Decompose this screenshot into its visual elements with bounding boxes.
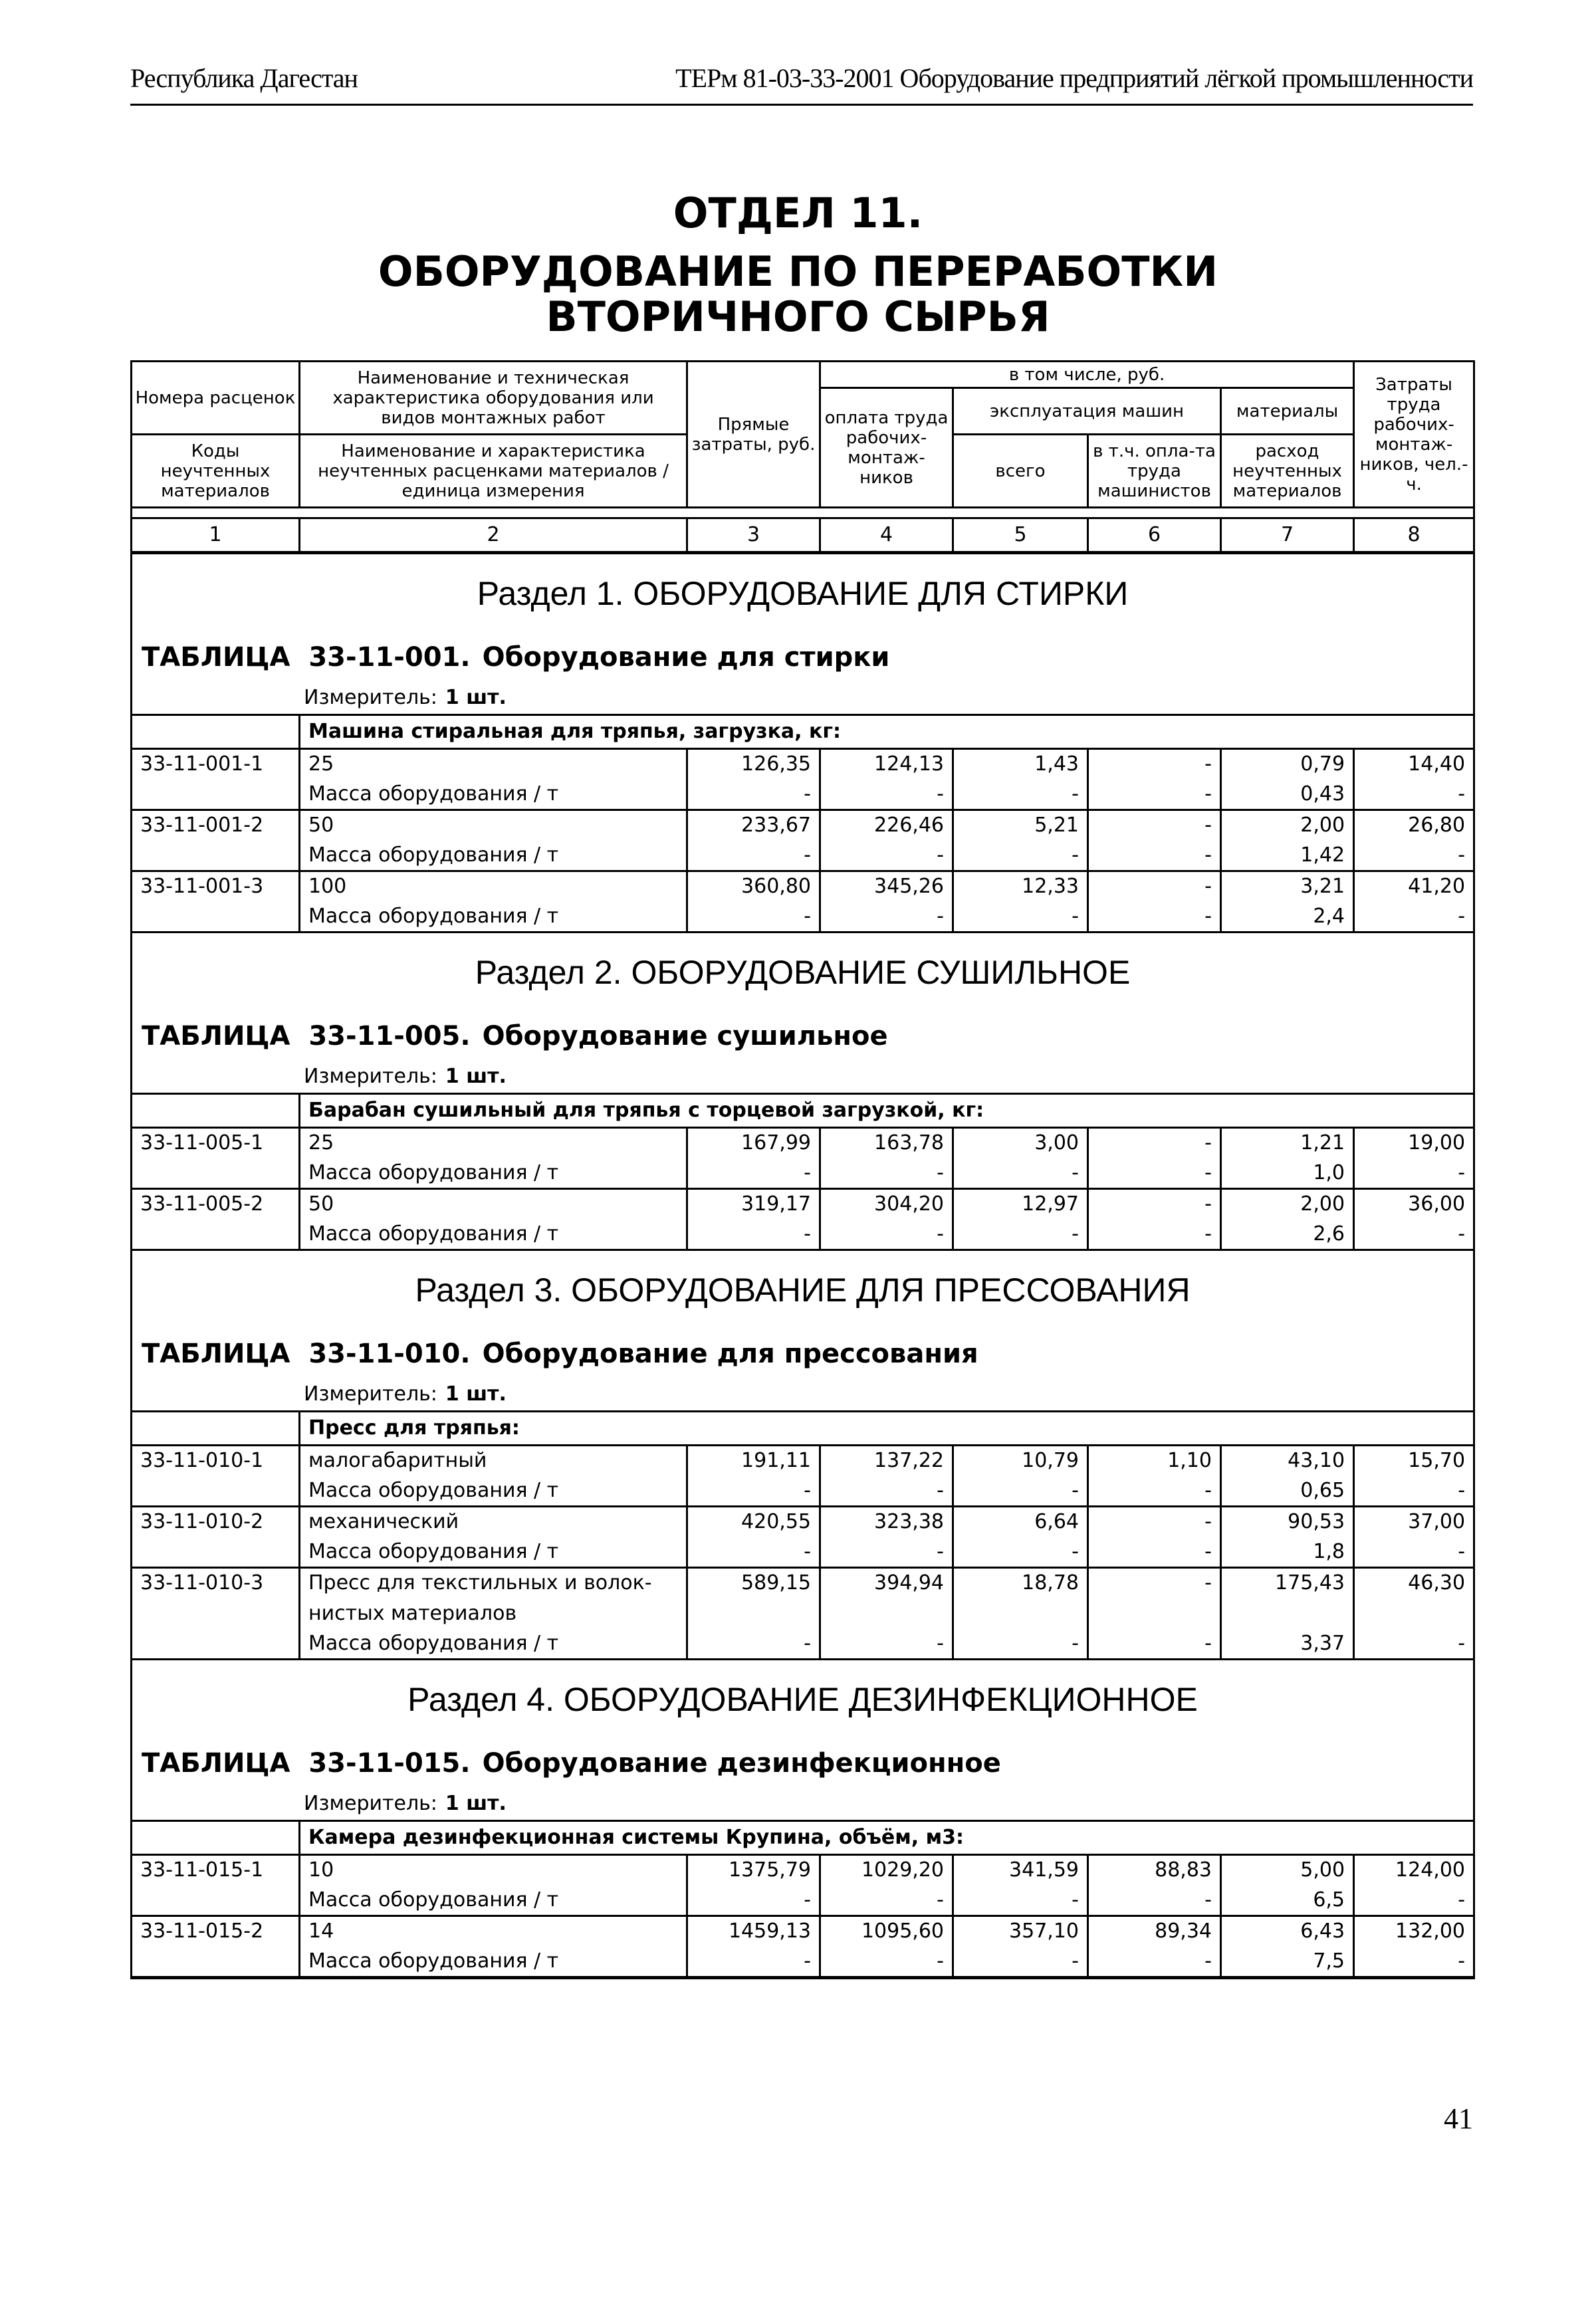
mass-c8: -	[1354, 780, 1474, 810]
value-c5: 10,79	[953, 1446, 1088, 1476]
rate-name: 25	[300, 1128, 687, 1158]
mass-c7: 2,4	[1221, 902, 1354, 932]
value-c5: 6,64	[953, 1507, 1088, 1537]
value-c4: 323,38	[820, 1507, 953, 1537]
column-number: 6	[1088, 518, 1221, 553]
measure-value: 1 шт.	[445, 686, 507, 709]
value-c7: 1,21	[1221, 1128, 1354, 1158]
value-c3: 167,99	[687, 1128, 820, 1158]
value-c4: 137,22	[820, 1446, 953, 1476]
value-c5: 1,43	[953, 749, 1088, 780]
table-name: Оборудование дезинфекционное	[482, 1748, 1001, 1779]
mass-c3: -	[687, 780, 820, 810]
column-number: 1	[132, 518, 300, 553]
mass-c8: -	[1354, 1220, 1474, 1250]
mass-row	[132, 841, 1474, 871]
rate-code: 33-11-001-2	[132, 810, 300, 841]
rate-code-cont	[132, 1886, 300, 1916]
mass-c6: -	[1088, 1947, 1221, 1978]
value-c6: -	[1088, 749, 1221, 780]
mass-c5: -	[953, 1886, 1088, 1916]
mass-c4: -	[820, 780, 953, 810]
header-left: Республика Дагестан	[130, 63, 358, 93]
rate-code: 33-11-001-1	[132, 749, 300, 780]
mass-row	[132, 1629, 1474, 1660]
mass-c5: -	[953, 902, 1088, 932]
th-col7-top: материалы	[1221, 388, 1354, 435]
measure-unit	[132, 1378, 1474, 1412]
mass-row	[132, 1476, 1474, 1507]
value-c8: 15,70	[1354, 1446, 1474, 1476]
mass-label: Масса оборудования / т	[300, 1886, 687, 1916]
mass-c8: -	[1354, 841, 1474, 871]
mass-c6: -	[1088, 841, 1221, 871]
mass-c8: -	[1354, 902, 1474, 932]
measure-unit	[132, 1061, 1474, 1094]
mass-label: Масса оборудования / т	[300, 1537, 687, 1568]
mass-c4: -	[820, 1947, 953, 1978]
mass-row	[132, 1886, 1474, 1916]
empty-cell	[1221, 1598, 1354, 1629]
mass-row	[132, 1537, 1474, 1568]
mass-c3: -	[687, 902, 820, 932]
mass-label: Масса оборудования / т	[300, 1220, 687, 1250]
equipment-group: Барабан сушильный для тряпья с торцевой загрузкой, кг:	[300, 1094, 1474, 1128]
mass-row	[132, 1158, 1474, 1189]
table-caption	[132, 1739, 1474, 1788]
mass-c8: -	[1354, 1947, 1474, 1978]
mass-c5: -	[953, 841, 1088, 871]
table-row	[132, 810, 1474, 841]
th-col1-top: Номера расценок	[132, 362, 300, 435]
measure-label: Измеритель:	[304, 1382, 437, 1406]
column-number: 4	[820, 518, 953, 553]
mass-c6: -	[1088, 902, 1221, 932]
price-table	[130, 360, 1475, 1979]
empty-cell	[1354, 1598, 1474, 1629]
value-c8: 26,80	[1354, 810, 1474, 841]
rate-code-cont	[132, 780, 300, 810]
mass-row	[132, 1220, 1474, 1250]
table-number: ТАБЛИЦА 33-11-010.	[142, 1339, 471, 1369]
rate-code-cont	[132, 1629, 300, 1660]
mass-c3: -	[687, 1220, 820, 1250]
table-name: Оборудование для прессования	[482, 1339, 978, 1369]
value-c7: 0,79	[1221, 749, 1354, 780]
mass-c7: 3,37	[1221, 1629, 1354, 1660]
value-c6: -	[1088, 871, 1221, 902]
mass-c6: -	[1088, 780, 1221, 810]
mass-c5: -	[953, 780, 1088, 810]
rate-code: 33-11-015-2	[132, 1916, 300, 1947]
rate-name: 14	[300, 1916, 687, 1947]
value-c3: 1375,79	[687, 1855, 820, 1886]
measure-unit	[132, 682, 1474, 715]
mass-row	[132, 902, 1474, 932]
value-c7: 175,43	[1221, 1568, 1354, 1598]
value-c8: 124,00	[1354, 1855, 1474, 1886]
value-c6: -	[1088, 1128, 1221, 1158]
value-c5: 12,97	[953, 1189, 1088, 1220]
mass-c5: -	[953, 1476, 1088, 1507]
mass-label: Масса оборудования / т	[300, 1158, 687, 1189]
value-c8: 41,20	[1354, 871, 1474, 902]
mass-c7: 0,65	[1221, 1476, 1354, 1507]
mass-label: Масса оборудования / т	[300, 1947, 687, 1978]
value-c3: 589,15	[687, 1568, 820, 1598]
mass-label: Масса оборудования / т	[300, 1629, 687, 1660]
mass-c5: -	[953, 1629, 1088, 1660]
mass-c6: -	[1088, 1220, 1221, 1250]
rate-code: 33-11-005-2	[132, 1189, 300, 1220]
rate-code: 33-11-010-1	[132, 1446, 300, 1476]
column-number: 3	[687, 518, 820, 553]
measure-value: 1 шт.	[445, 1382, 507, 1406]
th-col1-bottom: Коды неучтенных материалов	[132, 435, 300, 508]
mass-c5: -	[953, 1220, 1088, 1250]
value-c3: 360,80	[687, 871, 820, 902]
mass-c7: 1,42	[1221, 841, 1354, 871]
header-right: ТЕРм 81-03-33-2001 Оборудование предприятий лёгкой промышленности	[675, 63, 1473, 93]
mass-c3: -	[687, 841, 820, 871]
value-c5: 341,59	[953, 1855, 1088, 1886]
value-c6: 1,10	[1088, 1446, 1221, 1476]
th-col2-bottom: Наименование и характеристика неучтенных расценками материалов / единица измерения	[300, 435, 687, 508]
section-title: Раздел 3. ОБОРУДОВАНИЕ ДЛЯ ПРЕССОВАНИЯ	[132, 1250, 1474, 1330]
rate-code-cont	[132, 841, 300, 871]
mass-label: Масса оборудования / т	[300, 902, 687, 932]
value-c8: 36,00	[1354, 1189, 1474, 1220]
value-c5: 18,78	[953, 1568, 1088, 1598]
mass-c8: -	[1354, 1476, 1474, 1507]
rate-name: 25	[300, 749, 687, 780]
page-number: 41	[1444, 2102, 1473, 2135]
table-number: ТАБЛИЦА 33-11-005.	[142, 1021, 471, 1051]
empty-cell	[820, 1598, 953, 1629]
table-row	[132, 1446, 1474, 1476]
mass-c8: -	[1354, 1629, 1474, 1660]
header-divider	[130, 104, 1473, 106]
rate-code: 33-11-010-3	[132, 1568, 300, 1598]
value-c4: 394,94	[820, 1568, 953, 1598]
mass-label: Масса оборудования / т	[300, 841, 687, 871]
value-c4: 124,13	[820, 749, 953, 780]
rate-name: 50	[300, 1189, 687, 1220]
page-title-line1: ОТДЕЛ 11.	[673, 189, 923, 237]
table-row	[132, 1855, 1474, 1886]
th-including: в том числе, руб.	[820, 362, 1354, 388]
page-title-line2: ОБОРУДОВАНИЕ ПО ПЕРЕРАБОТКИ	[378, 247, 1218, 296]
section-title: Раздел 2. ОБОРУДОВАНИЕ СУШИЛЬНОЕ	[132, 932, 1474, 1012]
equipment-group: Камера дезинфекционная системы Крупина, объём, м3:	[300, 1821, 1474, 1855]
rate-code-cont	[132, 1476, 300, 1507]
value-c5: 357,10	[953, 1916, 1088, 1947]
measure-label: Измеритель:	[304, 1792, 437, 1815]
mass-c4: -	[820, 1220, 953, 1250]
mass-c4: -	[820, 1158, 953, 1189]
value-c4: 304,20	[820, 1189, 953, 1220]
mass-c8: -	[1354, 1537, 1474, 1568]
value-c3: 420,55	[687, 1507, 820, 1537]
table-row	[132, 749, 1474, 780]
value-c6: -	[1088, 1568, 1221, 1598]
value-c5: 5,21	[953, 810, 1088, 841]
value-c7: 6,43	[1221, 1916, 1354, 1947]
mass-c6: -	[1088, 1158, 1221, 1189]
value-c5: 12,33	[953, 871, 1088, 902]
value-c6: 88,83	[1088, 1855, 1221, 1886]
table-name: Оборудование сушильное	[482, 1021, 888, 1051]
value-c4: 226,46	[820, 810, 953, 841]
th-machine-operation: эксплуатация машин	[953, 388, 1221, 435]
th-col8: Затраты труда рабочих-монтаж-ников, чел.-ч.	[1354, 362, 1474, 508]
mass-c4: -	[820, 1629, 953, 1660]
rate-code: 33-11-010-2	[132, 1507, 300, 1537]
empty-cell	[687, 1598, 820, 1629]
value-c3: 126,35	[687, 749, 820, 780]
measure-label: Измеритель:	[304, 686, 437, 709]
table-row	[132, 1189, 1474, 1220]
empty-cell	[953, 1598, 1088, 1629]
value-c3: 1459,13	[687, 1916, 820, 1947]
value-c3: 319,17	[687, 1189, 820, 1220]
th-col6: в т.ч. опла-та труда машинистов	[1088, 435, 1221, 508]
empty-cell	[1088, 1598, 1221, 1629]
mass-c4: -	[820, 1476, 953, 1507]
mass-row	[132, 780, 1474, 810]
mass-c6: -	[1088, 1537, 1221, 1568]
mass-c3: -	[687, 1886, 820, 1916]
value-c4: 345,26	[820, 871, 953, 902]
value-c6: 89,34	[1088, 1916, 1221, 1947]
mass-c3: -	[687, 1537, 820, 1568]
empty-code-cell	[132, 1094, 300, 1128]
table-caption	[132, 633, 1474, 682]
mass-c8: -	[1354, 1158, 1474, 1189]
empty-code-cell	[132, 1412, 300, 1446]
value-c3: 233,67	[687, 810, 820, 841]
mass-c7: 0,43	[1221, 780, 1354, 810]
table-caption	[132, 1012, 1474, 1061]
mass-c6: -	[1088, 1476, 1221, 1507]
mass-c4: -	[820, 841, 953, 871]
mass-c4: -	[820, 902, 953, 932]
value-c8: 19,00	[1354, 1128, 1474, 1158]
empty-code-cell	[132, 1821, 300, 1855]
value-c8: 132,00	[1354, 1916, 1474, 1947]
measure-unit	[132, 1788, 1474, 1821]
rate-code-cont	[132, 1220, 300, 1250]
table-row	[132, 1128, 1474, 1158]
rate-code-cont	[132, 1537, 300, 1568]
value-c7: 2,00	[1221, 810, 1354, 841]
rate-code-cont	[132, 902, 300, 932]
rate-code-cont	[132, 1947, 300, 1978]
measure-value: 1 шт.	[445, 1792, 507, 1815]
th-col7-bottom: расход неучтенных материалов	[1221, 435, 1354, 508]
rate-name: 50	[300, 810, 687, 841]
rate-name: 10	[300, 1855, 687, 1886]
value-c7: 43,10	[1221, 1446, 1354, 1476]
value-c5: 3,00	[953, 1128, 1088, 1158]
column-number: 5	[953, 518, 1088, 553]
column-number: 2	[300, 518, 687, 553]
table-name: Оборудование для стирки	[482, 642, 890, 673]
rate-code: 33-11-015-1	[132, 1855, 300, 1886]
value-c7: 5,00	[1221, 1855, 1354, 1886]
rate-name: малогабаритный	[300, 1446, 687, 1476]
rate-name: Пресс для текстильных и волок-	[300, 1568, 687, 1598]
section-title: Раздел 4. ОБОРУДОВАНИЕ ДЕЗИНФЕКЦИОННОЕ	[132, 1660, 1474, 1739]
value-c8: 14,40	[1354, 749, 1474, 780]
measure-value: 1 шт.	[445, 1065, 507, 1088]
mass-c3: -	[687, 1158, 820, 1189]
mass-c4: -	[820, 1886, 953, 1916]
value-c7: 90,53	[1221, 1507, 1354, 1537]
table-row	[132, 1568, 1474, 1598]
th-col5: всего	[953, 435, 1088, 508]
column-number: 8	[1354, 518, 1474, 553]
mass-c6: -	[1088, 1886, 1221, 1916]
value-c6: -	[1088, 1507, 1221, 1537]
value-c4: 1095,60	[820, 1916, 953, 1947]
th-col3: Прямые затраты, руб.	[687, 362, 820, 508]
value-c8: 46,30	[1354, 1568, 1474, 1598]
mass-c4: -	[820, 1537, 953, 1568]
mass-c5: -	[953, 1158, 1088, 1189]
table-row	[132, 1916, 1474, 1947]
mass-c5: -	[953, 1947, 1088, 1978]
measure-label: Измеритель:	[304, 1065, 437, 1088]
mass-c7: 2,6	[1221, 1220, 1354, 1250]
value-c6: -	[1088, 1189, 1221, 1220]
table-row	[132, 871, 1474, 902]
mass-c3: -	[687, 1476, 820, 1507]
section-title: Раздел 1. ОБОРУДОВАНИЕ ДЛЯ СТИРКИ	[132, 553, 1474, 633]
value-c8: 37,00	[1354, 1507, 1474, 1537]
rate-code-cont	[132, 1158, 300, 1189]
equipment-group: Машина стиральная для тряпья, загрузка, кг:	[300, 715, 1474, 749]
table-caption	[132, 1329, 1474, 1378]
empty-code-cell	[132, 715, 300, 749]
mass-c8: -	[1354, 1886, 1474, 1916]
mass-c3: -	[687, 1947, 820, 1978]
column-number: 7	[1221, 518, 1354, 553]
table-number: ТАБЛИЦА 33-11-001.	[142, 642, 471, 673]
th-col2-top: Наименование и техническая характеристика оборудования или видов монтажных работ	[300, 362, 687, 435]
mass-c7: 7,5	[1221, 1947, 1354, 1978]
value-c3: 191,11	[687, 1446, 820, 1476]
rate-code: 33-11-005-1	[132, 1128, 300, 1158]
table-row	[132, 1507, 1474, 1537]
equipment-group: Пресс для тряпья:	[300, 1412, 1474, 1446]
value-c7: 3,21	[1221, 871, 1354, 902]
mass-c5: -	[953, 1537, 1088, 1568]
mass-label: Масса оборудования / т	[300, 780, 687, 810]
page-title-line3: ВТОРИЧНОГО СЫРЬЯ	[546, 292, 1050, 341]
th-col4: оплата труда рабочих-монтаж-ников	[820, 388, 953, 508]
table-number: ТАБЛИЦА 33-11-015.	[142, 1748, 471, 1779]
value-c4: 163,78	[820, 1128, 953, 1158]
value-c6: -	[1088, 810, 1221, 841]
rate-name: 100	[300, 871, 687, 902]
mass-c7: 6,5	[1221, 1886, 1354, 1916]
mass-c3: -	[687, 1629, 820, 1660]
value-c7: 2,00	[1221, 1189, 1354, 1220]
rate-name: механический	[300, 1507, 687, 1537]
mass-row	[132, 1947, 1474, 1978]
rate-code-cont	[132, 1598, 300, 1629]
table-row	[132, 1598, 1474, 1629]
mass-label: Масса оборудования / т	[300, 1476, 687, 1507]
mass-c7: 1,8	[1221, 1537, 1354, 1568]
mass-c7: 1,0	[1221, 1158, 1354, 1189]
rate-code: 33-11-001-3	[132, 871, 300, 902]
mass-c6: -	[1088, 1629, 1221, 1660]
rate-name-cont: нистых материалов	[300, 1598, 687, 1629]
value-c4: 1029,20	[820, 1855, 953, 1886]
